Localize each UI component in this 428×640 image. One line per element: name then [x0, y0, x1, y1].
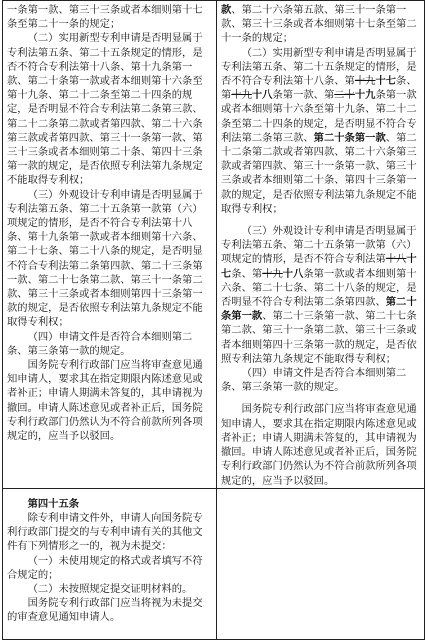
text: 条第一款或者本细则第十六条、第二十七条、第二十八条的规定，是否明显不符合专利法第二条第四款、: [221, 267, 417, 309]
deleted-text: 十九: [231, 89, 252, 102]
inserted-text: 十八: [282, 267, 304, 280]
text: 条、第: [221, 75, 417, 102]
paragraph: 国务院专利行政部门应当将视为未提交的审查意见通知申请人。: [7, 597, 203, 624]
article-heading: 第四十五条: [27, 497, 80, 510]
inserted-text: 十七: [375, 75, 397, 88]
left-cell-original: [3, 1, 217, 489]
text: 、第二十三条第一款、第二十七条第二款、第三十一条第二款、第三十三条或者本细则第四十三条第一款的规定，是否依照专利法第九条规定不能取得专利权；: [221, 310, 417, 365]
inserted-text: 十九: [354, 89, 376, 102]
inserted-text: 款: [221, 4, 232, 16]
spacer: [221, 216, 420, 224]
paragraph: [221, 46, 420, 216]
paragraph: [221, 3, 420, 46]
right-cell-amended: [217, 1, 425, 489]
inserted-text: 第二十条第一款: [313, 131, 386, 144]
comparison-table: [2, 0, 425, 640]
text: 条第一款、第: [272, 89, 335, 102]
paragraph: [221, 224, 420, 366]
deleted-text: 十九: [354, 75, 376, 88]
paragraph: （二）实用新型专利申请是否明显属于专利法第五条、第二十五条规定的情形，是否不符合专利法第十八条、第十九条第一款、第二十条第一款或者本细则第十六条至第十九条、第二十二条至第二十四条的规定，是否明显不符合专利法第二条第三款、第二十二条第二款或者第四款、第二十六条第三款或者第四款、第三十一条第一款、第三十三条或者本细则第二十条、第四十三条第一款的规定，是否依照专利法第九条规定不能取得专利权；: [7, 32, 203, 187]
left-cell-original: [3, 488, 217, 639]
paragraph: （三）外观设计专利申请是否明显属于专利法第五条、第二十五条第一款第（六）项规定的情形，是否不符合专利法第十八条、第十九条第一款或者本细则第十六条、第二十七条、第二十八条的规定，是否明显不符合专利法第二条第四款、第二十三条第一款、第二十七条第二款、第三十一条第二款、第三十三条或者本细则第四十三条第一款的规定，是否依照专利法第九条规定不能取得专利权；: [7, 188, 203, 329]
paragraph: （二）未按照规定提交证明材料的。: [27, 582, 193, 595]
text: （三）外观设计专利申请是否明显属于专利法第五条、第二十五条第一款第（六）项规定的情形，是否不符合专利法第: [221, 225, 417, 266]
paragraph: 国务院专利行政部门应当将审查意见通知申请人，要求其在指定期限内陈述意见或者补正；申请人期满未答复的，其申请视为撤回。申请人陈述意见或者补正后，国务院专利行政部门仍然认为不符合前款所列各项规定的，应当予以驳回。: [7, 359, 203, 443]
deleted-text: 二十: [334, 89, 355, 102]
table-row: [3, 1, 425, 489]
paragraph: （四）申请文件是否符合本细则第二条、第三条第一款的规定。: [221, 367, 407, 394]
text: 条、第: [231, 267, 263, 280]
paragraph: 一条第一款、第三十三条或者本细则第十七条至第二十一条的规定；: [7, 4, 203, 31]
paragraph: 除专利申请文件外，申请人向国务院专利行政部门提交的与专利申请有关的其他文件有下列情形之一的，视为未提交：: [7, 511, 203, 553]
inserted-text: 十七: [221, 253, 417, 280]
inserted-text: 十八: [251, 89, 273, 102]
text: 、第二十六条第五款、第三十一条第一款、第三十三条或者本细则第十七条至第二十一条的规定；: [221, 4, 417, 45]
text: 条第一款或者本细则第十六条至第十九条、第二十二条至第二十四条的规定，是否明显不符合专利法第二条第三款、: [221, 89, 417, 144]
paragraph: （四）申请文件是否符合本细则第二条、第三条第一款的规定。: [7, 330, 193, 357]
text: 、第二十二条第二款或者第四款、第二十六条第三款或者第四款、第三十一条第一款、第三十三条或者本细则第二十条、第四十三条第一款的规定，是否依照专利法第九条规定不能取得专利权；: [221, 131, 417, 215]
spacer: [221, 394, 420, 402]
text: （二）实用新型专利申请是否明显属于专利法第五条、第二十五条规定的情形，是否不符合专利法第十八条、第: [221, 46, 417, 88]
paragraph: 国务院专利行政部门应当将审查意见通知申请人，要求其在指定期限内陈述意见或者补正；申请人期满未答复的，其申请视为撤回。申请人陈述意见或者补正后，国务院专利行政部门仍然认为不符合前款所列各项规定的，应当予以驳回。: [221, 403, 417, 487]
inserted-text: 第二十条第一款: [221, 296, 417, 323]
deleted-text: 十八: [385, 253, 407, 266]
deleted-text: 十九: [262, 267, 283, 280]
right-cell-empty: [217, 488, 425, 639]
table-row: [3, 488, 425, 639]
paragraph: （一）未使用规定的格式或者填写不符合规定的；: [7, 554, 203, 581]
